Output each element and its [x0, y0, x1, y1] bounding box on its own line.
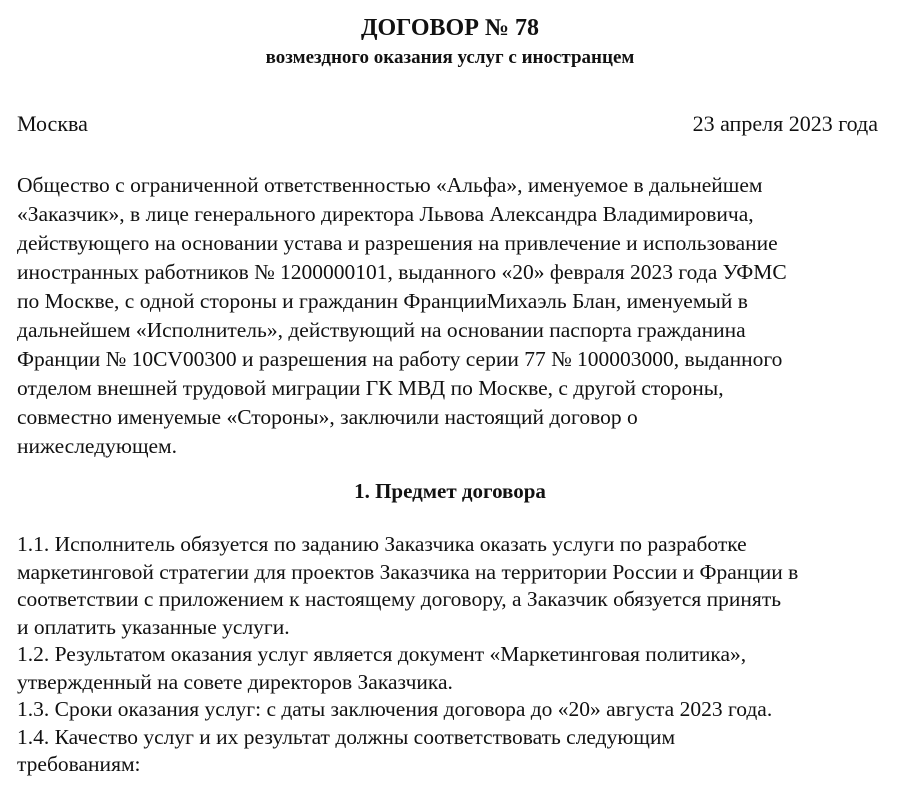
clause-line: 1.4. Качество услуг и их результат должны соответствовать следующим [17, 724, 676, 749]
preamble-line: действующего на основании устава и разрешения на привлечение и использование [17, 231, 778, 255]
clause-line: соответствии с приложением к настоящему договору, а Заказчик обязуется принять [17, 587, 782, 611]
contract-subtitle: возмездного оказания услуг с иностранцем [265, 47, 635, 68]
section-body [17, 531, 887, 779]
preamble-line: иностранных работников № 1200000101, выданного «20» февраля 2023 года УФМС [17, 260, 787, 284]
preamble-paragraph [17, 171, 881, 461]
preamble-line: «Заказчик», в лице генерального директора Львова Александра Владимировича, [17, 202, 754, 226]
preamble-line: совместно именуемые «Стороны», заключили настоящий договор о [17, 405, 638, 429]
preamble-line: по Москве, с одной стороны и гражданин ФранцииМихаэль Блан, именуемый в [17, 289, 748, 313]
preamble-line: дальнейшем «Исполнитель», действующий на основании паспорта гражданина [17, 318, 746, 342]
clause-line: утвержденный на совете директоров Заказчика. [17, 669, 453, 694]
clause-line: требованиям: [17, 752, 141, 776]
contract-date: 23 апреля 2023 года [692, 111, 878, 136]
clause-line: и оплатить указанные услуги. [17, 614, 290, 639]
clause-line: 1.1. Исполнитель обязуется по заданию Заказчика оказать услуги по разработке [17, 532, 747, 556]
preamble-line: нижеследующем. [17, 434, 178, 458]
clause-line: маркетинговой стратегии для проектов Заказчика на территории России и Франции в [17, 559, 799, 584]
clause-line: 1.2. Результатом оказания услуг является документ «Маркетинговая политика», [17, 642, 747, 666]
contract-city: Москва [17, 111, 88, 136]
preamble-line: Общество с ограниченной ответственностью «Альфа», именуемое в дальнейшем [17, 173, 763, 197]
preamble-line: Франции № 10CV00300 и разрешения на работу серии 77 № 100003000, выданного [17, 347, 783, 371]
preamble-line: отделом внешней трудовой миграции ГК МВД по Москве, с другой стороны, [17, 376, 724, 400]
clause-line: 1.3. Сроки оказания услуг: с даты заключения договора до «20» августа 2023 года. [17, 697, 773, 721]
section-heading: 1. Предмет договора [354, 479, 546, 503]
contract-title: ДОГОВОР № 78 [361, 15, 539, 41]
